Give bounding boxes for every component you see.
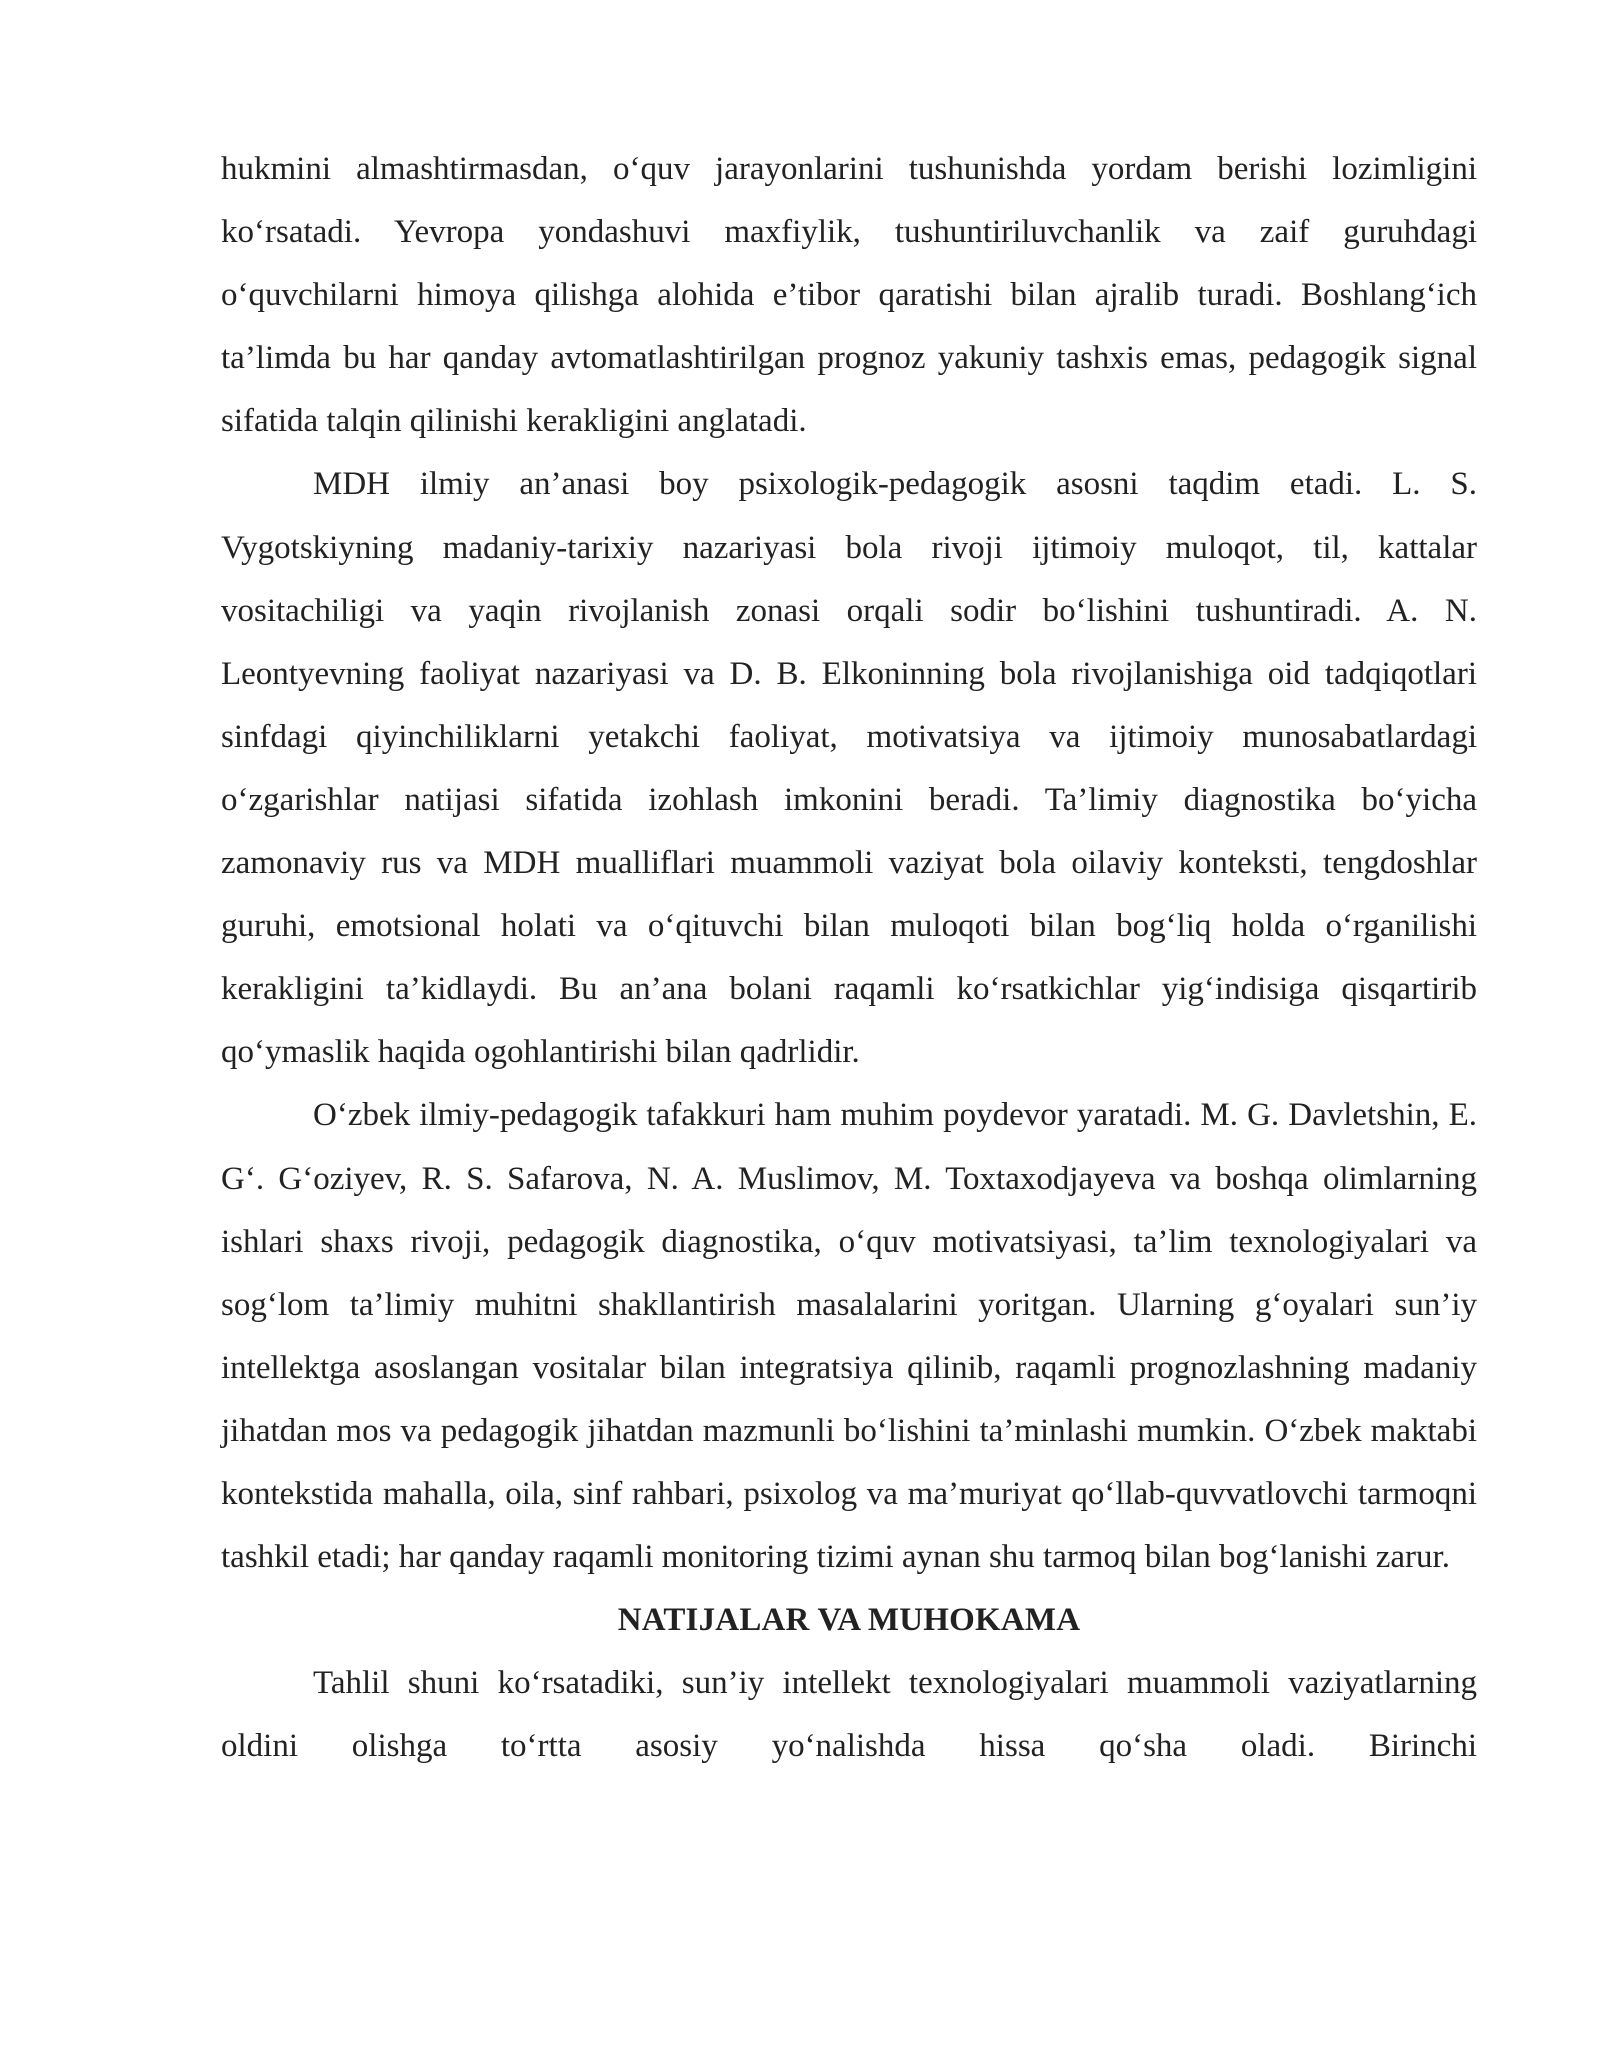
- document-page: [221, 138, 1477, 1778]
- body-paragraph: hukmini almashtirmasdan, o‘quv jarayonlarini tushunishda yordam berishi lozimligini ko‘rsatadi. Yevropa yondashuvi maxfiylik, tushuntiriluvchanlik va zaif guruhdagi o‘quvchilarni himoya qilishga alohida e’tibor qaratishi bilan ajralib turadi. Boshlang‘ich ta’limda bu har qanday avtomatlashtirilgan prognoz yakuniy tashxis emas, pedagogik signal sifatida talqin qilinishi kerakligini anglatadi.: [221, 151, 1477, 440]
- body-paragraph: Tahlil shuni ko‘rsatadiki, sun’iy intellekt texnologiyalari muammoli vaziyatlarning oldini olishga to‘rtta asosiy yo‘nalishda hissa qo‘sha oladi. Birinchi: [221, 1665, 1477, 1765]
- section-heading: NATIJALAR VA MUHOKAMA: [617, 1602, 1081, 1639]
- body-paragraph: MDH ilmiy an’anasi boy psixologik-pedagogik asosni taqdim etadi. L. S. Vygotskiyning madaniy-tarixiy nazariyasi bola rivoji ijtimoiy muloqot, til, kattalar vositachiligi va yaqin rivojlanish zonasi orqali sodir bo‘lishini tushuntiradi. A. N. Leontyevning faoliyat nazariyasi va D. B. Elkoninning bola rivojlanishiga oid tadqiqotlari sinfdagi qiyinchiliklarni yetakchi faoliyat, motivatsiya va ijtimoiy munosabatlardagi o‘zgarishlar natijasi sifatida izohlash imkonini beradi. Ta’limiy diagnostika bo‘yicha zamonaviy rus va MDH mualliflari muammoli vaziyat bola oilaviy konteksti, tengdoshlar guruhi, emotsional holati va o‘qituvchi bilan muloqoti bilan bog‘liq holda o‘rganilishi kerakligini ta’kidlaydi. Bu an’ana bolani raqamli ko‘rsatkichlar yig‘indisiga qisqartirib qo‘ymaslik haqida ogohlantirishi bilan qadrlidir.: [221, 466, 1477, 1071]
- body-paragraph: O‘zbek ilmiy-pedagogik tafakkuri ham muhim poydevor yaratadi. M. G. Davletshin, E. G‘. G‘oziyev, R. S. Safarova, N. A. Muslimov, M. Toxtaxodjayeva va boshqa olimlarning ishlari shaxs rivoji, pedagogik diagnostika, o‘quv motivatsiyasi, ta’lim texnologiyalari va sog‘lom ta’limiy muhitni shakllantirish masalalarini yoritgan. Ularning g‘oyalari sun’iy intellektga asoslangan vositalar bilan integratsiya qilinib, raqamli prognozlashning madaniy jihatdan mos va pedagogik jihatdan mazmunli bo‘lishini ta’minlashi mumkin. O‘zbek maktabi kontekstida mahalla, oila, sinf rahbari, psixolog va ma’muriyat qo‘llab-quvvatlovchi tarmoqni tashkil etadi; har qanday raqamli monitoring tizimi aynan shu tarmoq bilan bog‘lanishi zarur.: [221, 1097, 1477, 1576]
